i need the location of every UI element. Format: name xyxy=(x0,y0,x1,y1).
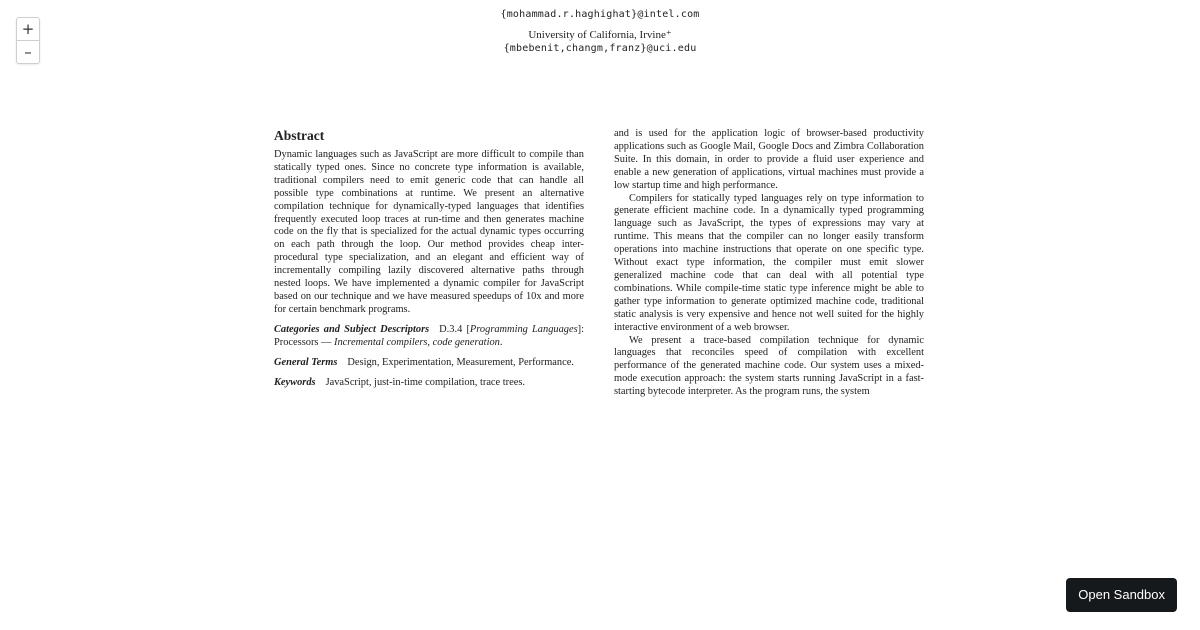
intro-paragraph-3: We present a trace-based compilation technique for dynamic languages that reconciles speed of compilation with excellent performance of the generated machine code. Our system uses a mixed-mode execution approach: the system starts running JavaScript in a fast-starting bytecode interpreter. As the program runs, the system xyxy=(614,334,924,398)
intro-paragraph-1: and is used for the application logic of browser-based productivity applications such as Google Mail, Google Docs and Zimbra Collaboration Suite. In this domain, in order to provide a fluid user experience and enable a new generation of applications, virtual machines must provide a low startup time and high performance. xyxy=(614,128,924,191)
intel-email: {mohammad.r.haghighat}@intel.com xyxy=(500,9,700,20)
keywords-block xyxy=(274,377,584,390)
keywords-text: JavaScript, just-in-time compilation, trace trees. xyxy=(325,376,525,388)
abstract-text: Dynamic languages such as JavaScript are more difficult to compile than statically typed ones. Since no concrete type information is available, traditional compilers need to emit generic code that can handle all possible type combinations at runtime. We present an alternative compilation technique for dynamically-typed languages that identifies frequently executed loop traces at run-time and then generates machine code on the fly that is specialized for the actual dynamic types occurring on each path through the loop. Our method provides cheap inter-procedural type specialization, and an elegant and efficient way of incrementally compiling lazily discovered alternative paths through nested loops. We have implemented a dynamic compiler for JavaScript based on our technique and we have measured speedups of 10x and more for certain benchmark programs. xyxy=(274,149,584,315)
general-terms-block xyxy=(274,357,584,370)
right-column xyxy=(614,128,924,399)
categories-topic: Programming Languages xyxy=(469,323,578,335)
abstract-heading: Abstract xyxy=(274,128,325,143)
document-body xyxy=(0,120,1200,408)
categories-tail: Incremental compilers, code generation xyxy=(334,336,500,348)
left-column xyxy=(274,128,584,389)
categories-end: . xyxy=(499,336,503,348)
open-sandbox-button[interactable]: Open Sandbox xyxy=(1066,578,1177,612)
affiliation: University of California, Irvine⁺ xyxy=(528,29,672,41)
intro-paragraph-2: Compilers for statically typed languages rely on type information to generate efficient machine code. In a dynamically typed programming language such as JavaScript, the types of expressions may vary at runtime. This means that the compiler can no longer easily transform operations into machine instructions that operate on one specific type. Without exact type information, the compiler must emit slower generalized machine code that can deal with all potential type combinations. While compile-time static type inference might be able to gather type information to generate optimized machine code, traditional static analysis is very expensive and hence not well suited for the highly interactive environment of a web browser. xyxy=(614,192,924,333)
categories-code: D.3.4 [ xyxy=(439,323,470,335)
author-header xyxy=(0,8,1200,56)
categories-heading: Categories and Subject Descriptors xyxy=(274,323,430,335)
general-terms-heading: General Terms xyxy=(274,356,338,368)
keywords-heading: Keywords xyxy=(274,376,316,388)
uci-email: {mbebenit,changm,franz}@uci.edu xyxy=(503,43,697,54)
zoom-out-button[interactable]: – xyxy=(17,40,39,63)
categories-block xyxy=(274,324,584,350)
zoom-in-button[interactable]: + xyxy=(21,20,35,38)
general-terms-text: Design, Experimentation, Measurement, Performance. xyxy=(347,356,574,368)
categories-mid: ]: Processors — xyxy=(274,323,584,348)
